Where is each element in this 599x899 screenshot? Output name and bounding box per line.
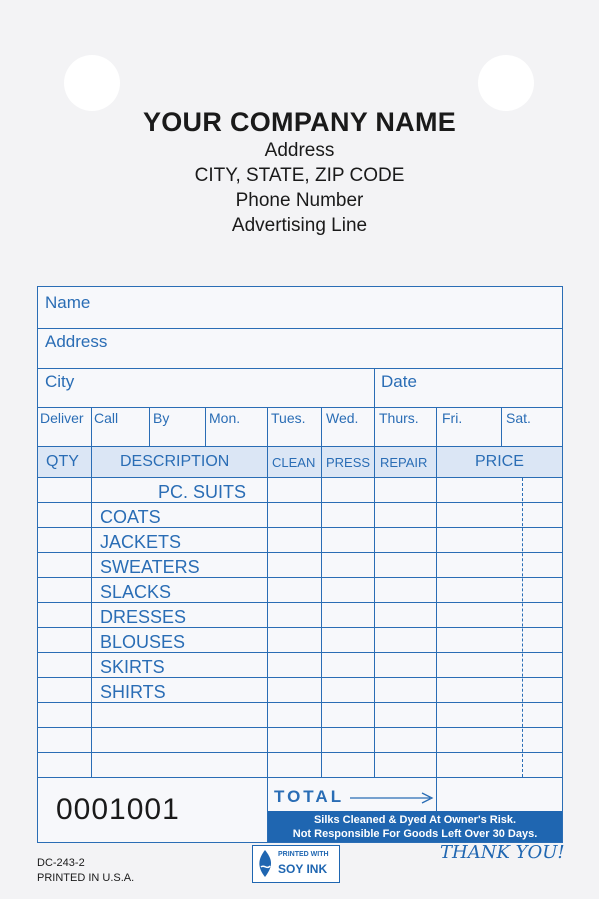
day-mon: Mon. bbox=[209, 410, 241, 426]
item-skirts: SKIRTS bbox=[100, 657, 165, 677]
total-label: TOTAL bbox=[274, 787, 345, 806]
item-dresses: DRESSES bbox=[100, 607, 187, 627]
company-city-state-zip: CITY, STATE, ZIP CODE bbox=[194, 165, 405, 186]
soy-logo-top-text: PRINTED WITH bbox=[278, 851, 329, 858]
owner-risk-notice bbox=[268, 811, 562, 842]
notice-line-1: Silks Cleaned & Dyed At Owner's Risk. bbox=[313, 814, 517, 826]
column-press: PRESS bbox=[326, 455, 371, 470]
date-field-label: Date bbox=[381, 372, 417, 391]
company-name: YOUR COMPANY NAME bbox=[142, 107, 457, 137]
soy-ink-logo bbox=[252, 845, 340, 883]
company-address: Address bbox=[264, 140, 335, 161]
day-deliver: Deliver bbox=[40, 410, 84, 426]
soy-logo-bottom-text: SOY INK bbox=[278, 862, 328, 876]
item-jackets: JACKETS bbox=[100, 532, 182, 552]
item-slacks: SLACKS bbox=[100, 582, 172, 602]
punch-hole-right bbox=[478, 55, 534, 111]
printed-in-usa: PRINTED IN U.S.A. bbox=[37, 872, 135, 884]
ticket-number: 0001001 bbox=[56, 793, 180, 826]
day-by: By bbox=[153, 410, 170, 426]
day-wed: Wed. bbox=[326, 410, 359, 426]
column-repair: REPAIR bbox=[380, 455, 428, 470]
column-price: PRICE bbox=[475, 453, 524, 470]
notice-line-2: Not Responsible For Goods Left Over 30 Days. bbox=[292, 828, 538, 840]
day-call: Call bbox=[94, 410, 119, 426]
company-advertising: Advertising Line bbox=[231, 215, 368, 236]
total-arrow-icon bbox=[350, 792, 434, 804]
punch-hole-left bbox=[64, 55, 120, 111]
item-pc-suits: PC. SUITS bbox=[158, 482, 247, 502]
city-field-label: City bbox=[45, 372, 75, 391]
day-fri: Fri. bbox=[442, 410, 463, 426]
item-blouses: BLOUSES bbox=[100, 632, 186, 652]
name-field-label: Name bbox=[45, 293, 91, 312]
column-clean: CLEAN bbox=[272, 455, 316, 470]
thank-you-text: THANK YOU! bbox=[440, 842, 565, 863]
company-header bbox=[0, 106, 599, 238]
column-description: DESCRIPTION bbox=[120, 453, 230, 470]
company-phone: Phone Number bbox=[235, 190, 364, 211]
item-shirts: SHIRTS bbox=[100, 682, 166, 702]
item-coats: COATS bbox=[100, 507, 161, 527]
address-field-label: Address bbox=[45, 332, 108, 351]
day-thurs: Thurs. bbox=[379, 410, 419, 426]
form-code: DC-243-2 bbox=[37, 857, 85, 869]
column-qty: QTY bbox=[46, 453, 79, 470]
day-tues: Tues. bbox=[271, 410, 306, 426]
item-sweaters: SWEATERS bbox=[100, 557, 200, 577]
day-sat: Sat. bbox=[506, 410, 531, 426]
order-form bbox=[37, 286, 563, 843]
